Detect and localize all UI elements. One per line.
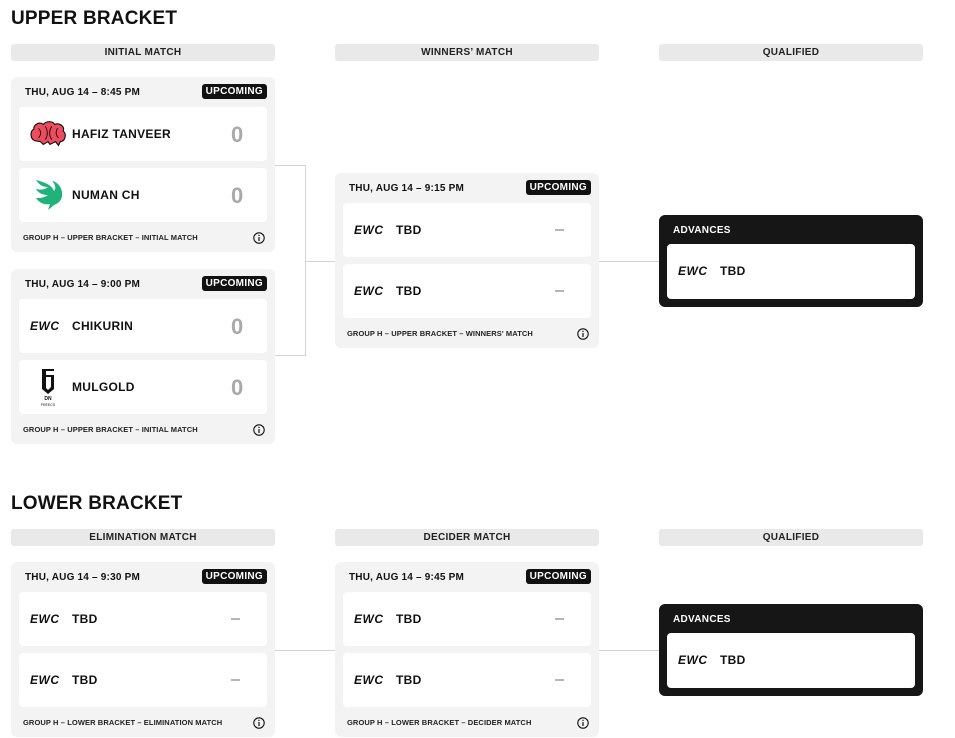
column-header-qualified: QUALIFIED (659, 44, 923, 61)
team-score-placeholder (555, 679, 564, 681)
bracket-connector (599, 261, 659, 262)
team-score-placeholder (555, 290, 564, 292)
lower-bracket-title: LOWER BRACKET (11, 493, 183, 514)
pink-brain-logo-icon (29, 116, 67, 152)
team-name: TBD (72, 612, 98, 626)
match-date: THU, AUG 14 – 9:30 PM (25, 572, 140, 583)
team-name: TBD (720, 264, 746, 278)
dn-freecs-logo-icon (29, 369, 67, 405)
bracket-connector (275, 165, 306, 166)
match-card-initial-1[interactable] (11, 77, 275, 252)
ewc-logo-icon (354, 673, 390, 687)
svg-text:EWC: EWC (30, 612, 60, 626)
team-score: 0 (231, 122, 244, 147)
svg-text:FREECS: FREECS (40, 403, 56, 407)
match-footer: GROUP H – UPPER BRACKET – WINNERS' MATCH (347, 329, 533, 338)
team-name: TBD (720, 653, 746, 667)
info-icon[interactable] (253, 424, 265, 436)
team-name: TBD (396, 223, 422, 237)
svg-text:EWC: EWC (354, 612, 384, 626)
team-row[interactable] (19, 107, 267, 161)
status-badge: UPCOMING (526, 180, 591, 195)
team-row[interactable] (343, 203, 591, 257)
match-card-initial-2[interactable] (11, 269, 275, 444)
ewc-logo-icon (354, 612, 390, 626)
match-date: THU, AUG 14 – 8:45 PM (25, 87, 140, 98)
status-badge: UPCOMING (202, 84, 267, 99)
ewc-logo-icon (354, 284, 390, 298)
green-falcon-logo-icon (29, 177, 67, 213)
bracket-connector (305, 261, 335, 262)
match-card-elimination[interactable] (11, 562, 275, 737)
ewc-logo-icon (30, 319, 66, 333)
svg-text:EWC: EWC (678, 264, 708, 278)
status-badge: UPCOMING (526, 569, 591, 584)
svg-text:EWC: EWC (30, 673, 60, 687)
match-date: THU, AUG 14 – 9:15 PM (349, 183, 464, 194)
team-score: 0 (231, 314, 244, 339)
advances-card-lower[interactable] (659, 604, 923, 696)
team-row[interactable] (19, 360, 267, 414)
bracket-connector (275, 650, 335, 651)
ewc-logo-icon (678, 653, 714, 667)
team-name: HAFIZ TANVEER (72, 127, 172, 141)
team-row[interactable] (343, 264, 591, 318)
info-icon[interactable] (577, 717, 589, 729)
team-row[interactable] (19, 592, 267, 646)
match-card-decider[interactable] (335, 562, 599, 737)
bracket-connector (275, 355, 306, 356)
column-header-qualified: QUALIFIED (659, 529, 923, 546)
match-footer: GROUP H – UPPER BRACKET – INITIAL MATCH (23, 425, 198, 434)
column-header-decider-match: DECIDER MATCH (335, 529, 599, 546)
team-name: TBD (396, 673, 422, 687)
ewc-logo-icon (678, 264, 714, 278)
team-score-placeholder (231, 679, 240, 681)
team-score-placeholder (555, 229, 564, 231)
advances-label: ADVANCES (673, 614, 731, 625)
team-score-placeholder (231, 618, 240, 620)
svg-text:DN: DN (44, 396, 52, 402)
team-row[interactable] (19, 168, 267, 222)
team-row[interactable] (19, 653, 267, 707)
upper-bracket-title: UPPER BRACKET (11, 8, 178, 29)
bracket-connector (599, 650, 659, 651)
svg-text:EWC: EWC (30, 319, 60, 333)
team-name: NUMAN CH (72, 188, 140, 202)
status-badge: UPCOMING (202, 569, 267, 584)
team-row[interactable] (343, 653, 591, 707)
team-name: TBD (396, 284, 422, 298)
match-footer: GROUP H – UPPER BRACKET – INITIAL MATCH (23, 233, 198, 242)
team-row[interactable] (19, 299, 267, 353)
info-icon[interactable] (253, 232, 265, 244)
info-icon[interactable] (577, 328, 589, 340)
match-footer: GROUP H – LOWER BRACKET – DECIDER MATCH (347, 718, 532, 727)
svg-text:EWC: EWC (678, 653, 708, 667)
ewc-logo-icon (354, 223, 390, 237)
status-badge: UPCOMING (202, 276, 267, 291)
column-header-elimination-match: ELIMINATION MATCH (11, 529, 275, 546)
svg-text:EWC: EWC (354, 673, 384, 687)
team-name: CHIKURIN (72, 319, 134, 333)
team-row[interactable] (667, 244, 915, 299)
team-name: MULGOLD (72, 380, 135, 394)
column-header-initial-match: INITIAL MATCH (11, 44, 275, 61)
info-icon[interactable] (253, 717, 265, 729)
match-date: THU, AUG 14 – 9:45 PM (349, 572, 464, 583)
team-name: TBD (396, 612, 422, 626)
column-header-winners-match: WINNERS’ MATCH (335, 44, 599, 61)
team-name: TBD (72, 673, 98, 687)
match-date: THU, AUG 14 – 9:00 PM (25, 279, 140, 290)
team-score: 0 (231, 375, 244, 400)
team-score: 0 (231, 183, 244, 208)
svg-text:EWC: EWC (354, 223, 384, 237)
match-footer: GROUP H – LOWER BRACKET – ELIMINATION MATCH (23, 718, 223, 727)
team-row[interactable] (667, 633, 915, 688)
svg-text:EWC: EWC (354, 284, 384, 298)
team-score-placeholder (555, 618, 564, 620)
team-row[interactable] (343, 592, 591, 646)
advances-card-upper[interactable] (659, 215, 923, 307)
ewc-logo-icon (30, 612, 66, 626)
ewc-logo-icon (30, 673, 66, 687)
match-card-winners[interactable] (335, 173, 599, 348)
advances-label: ADVANCES (673, 225, 731, 236)
